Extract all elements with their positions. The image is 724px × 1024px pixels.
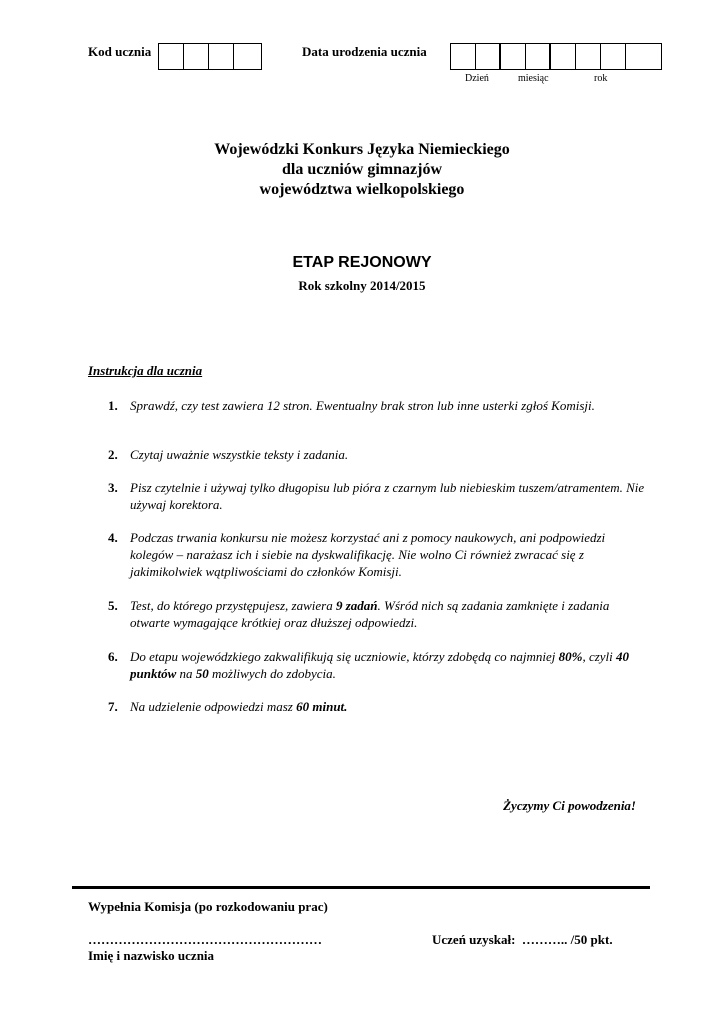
- date-box[interactable]: [451, 44, 476, 69]
- date-box[interactable]: [501, 44, 526, 69]
- item-number: 1.: [108, 398, 118, 413]
- instruction-item-6: [108, 648, 648, 682]
- date-box[interactable]: [476, 44, 501, 69]
- footer-divider: [72, 886, 650, 889]
- item-text: Czytaj uważnie wszystkie teksty i zadania.: [130, 447, 349, 462]
- month-label: miesiąc: [518, 73, 549, 84]
- instruction-item-2: [108, 446, 648, 463]
- instruction-item-1: [108, 397, 648, 414]
- score-label-text: Uczeń uzyskał:: [432, 932, 516, 947]
- student-code-boxes[interactable]: [158, 43, 262, 70]
- date-box[interactable]: [576, 44, 601, 69]
- student-code-label: Kod ucznia: [88, 44, 152, 59]
- birth-date-label: Data urodzenia ucznia: [302, 44, 427, 59]
- code-box[interactable]: [159, 44, 184, 69]
- instruction-item-5: [108, 597, 648, 631]
- instruction-item-7: [108, 698, 648, 715]
- score-label: [432, 932, 613, 948]
- item-text: Na udzielenie odpowiedzi masz 60 minut.: [130, 699, 348, 714]
- instructions-heading: Instrukcja dla ucznia: [88, 363, 203, 378]
- item-number: 3.: [108, 480, 118, 495]
- school-year: Rok szkolny 2014/2015: [298, 278, 426, 293]
- item-text: Pisz czytelnie i używaj tylko długopisu lub pióra z czarnym lub niebieskim tuszem/atramentem. Nie używaj korektora.: [130, 480, 645, 512]
- instruction-item-3: [108, 479, 648, 513]
- code-box[interactable]: [184, 44, 209, 69]
- date-box[interactable]: [626, 44, 651, 69]
- code-box[interactable]: [234, 44, 259, 69]
- item-number: 5.: [108, 598, 118, 613]
- contest-title-line2: dla uczniów gimnazjów: [282, 161, 442, 178]
- contest-title-line3: województwa wielkopolskiego: [259, 181, 465, 198]
- contest-title-line1: Wojewódzki Konkurs Języka Niemieckiego: [214, 141, 510, 158]
- year-label: rok: [594, 73, 608, 84]
- name-dotted-line[interactable]: ………………………………………………: [88, 932, 322, 947]
- stage-title: ETAP REJONOWY: [292, 254, 432, 271]
- good-luck-message: Życzymy Ci powodzenia!: [503, 798, 636, 813]
- day-label: Dzień: [465, 73, 489, 84]
- item-text: Podczas trwania konkursu nie możesz korzystać ani z pomocy naukowych, ani podpowiedzi kolegów – narażasz ich i siebie na dyskwalifikację. Nie wolno Ci również zwracać się z jakimikolwiek wątpliwościami do członków Komisji.: [130, 530, 606, 579]
- item-number: 7.: [108, 699, 118, 714]
- date-box[interactable]: [601, 44, 626, 69]
- item-number: 6.: [108, 649, 118, 664]
- date-box[interactable]: [526, 44, 551, 69]
- birth-date-boxes[interactable]: [450, 43, 662, 70]
- committee-note: Wypełnia Komisja (po rozkodowaniu prac): [88, 899, 328, 914]
- item-number: 2.: [108, 447, 118, 462]
- item-text: Sprawdź, czy test zawiera 12 stron. Ewentualny brak stron lub inne usterki zgłoś Komisji.: [130, 398, 595, 413]
- item-text: Do etapu wojewódzkiego zakwalifikują się uczniowie, którzy zdobędą co najmniej 80%, czyli 40 punktów na 50 możliwych do zdobycia.: [130, 649, 630, 681]
- student-name-label: Imię i nazwisko ucznia: [88, 948, 215, 963]
- item-text: Test, do którego przystępujesz, zawiera 9 zadań. Wśród nich są zadania zamknięte i zadania otwarte wymagające krótkiej oraz dłuższej odpowiedzi.: [130, 598, 610, 630]
- code-box[interactable]: [209, 44, 234, 69]
- item-number: 4.: [108, 530, 118, 545]
- score-value[interactable]: ……….. /50 pkt.: [521, 932, 613, 947]
- date-box[interactable]: [551, 44, 576, 69]
- instruction-item-4: [108, 529, 648, 580]
